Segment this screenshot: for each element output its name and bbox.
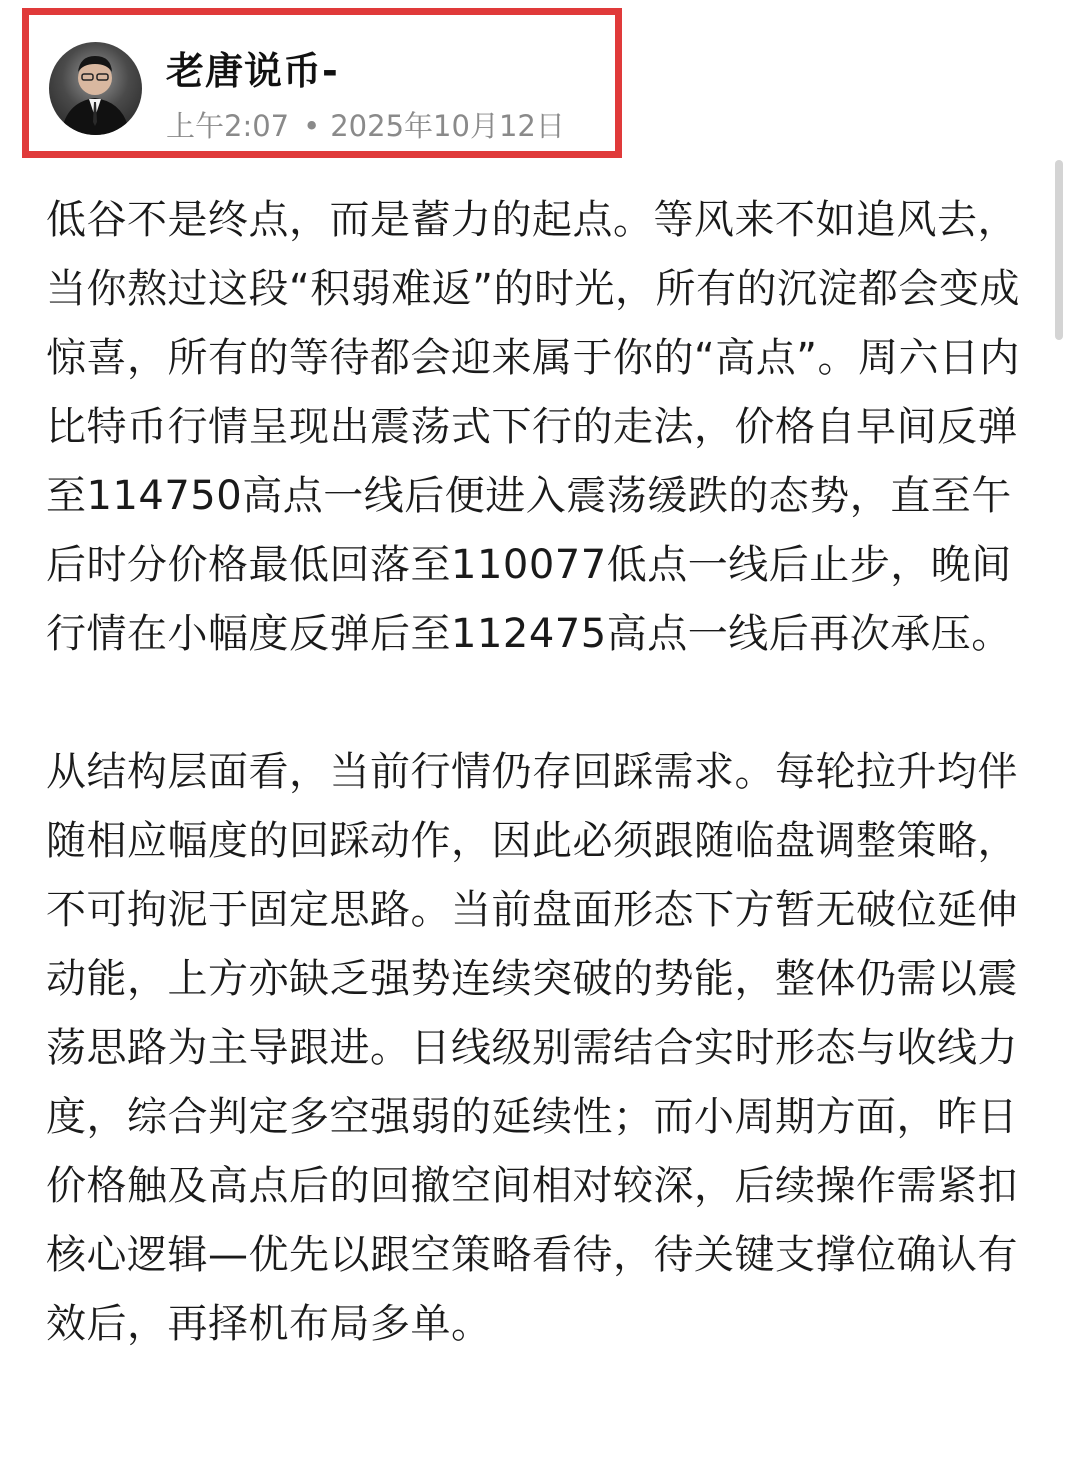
post-body [46, 186, 1036, 1359]
author-avatar[interactable] [49, 42, 142, 135]
meta-separator: • [303, 109, 321, 143]
post-paragraph-2: 从结构层面看，当前行情仍存回踩需求。每轮拉升均伴随相应幅度的回踩动作，因此必须跟随临盘调整策略，不可拘泥于固定思路。当前盘面形态下方暂无破位延伸动能，上方亦缺乏强势连续突破的势能，整体仍需以震荡思路为主导跟进。日线级别需结合实时形态与收线力度，综合判定多空强弱的延续性；而小周期方面，昨日价格触及高点后的回撤空间相对较深，后续操作需紧扣核心逻辑—优先以跟空策略看待，待关键支撑位确认有效后，再择机布局多单。 [46, 749, 1018, 1347]
post-date: 2025年10月12日 [330, 109, 565, 143]
avatar-portrait-icon [49, 42, 142, 135]
post-paragraph-1: 低谷不是终点，而是蓄力的起点。等风来不如追风去，当你熬过这段“积弱难返”的时光，所有的沉淀都会变成惊喜，所有的等待都会迎来属于你的“高点”。周六日内比特币行情呈现出震荡式下行的走法，价格自早间反弹至114750高点一线后便进入震荡缓跌的态势，直至午后时分价格最低回落至110077低点一线后止步，晚间行情在小幅度反弹后至112475高点一线后再次承压。 [46, 197, 1020, 657]
author-name[interactable]: 老唐说币- [166, 49, 339, 93]
scrollbar[interactable] [1055, 160, 1063, 340]
post-meta [166, 104, 565, 145]
post-time: 上午2:07 [166, 109, 290, 143]
